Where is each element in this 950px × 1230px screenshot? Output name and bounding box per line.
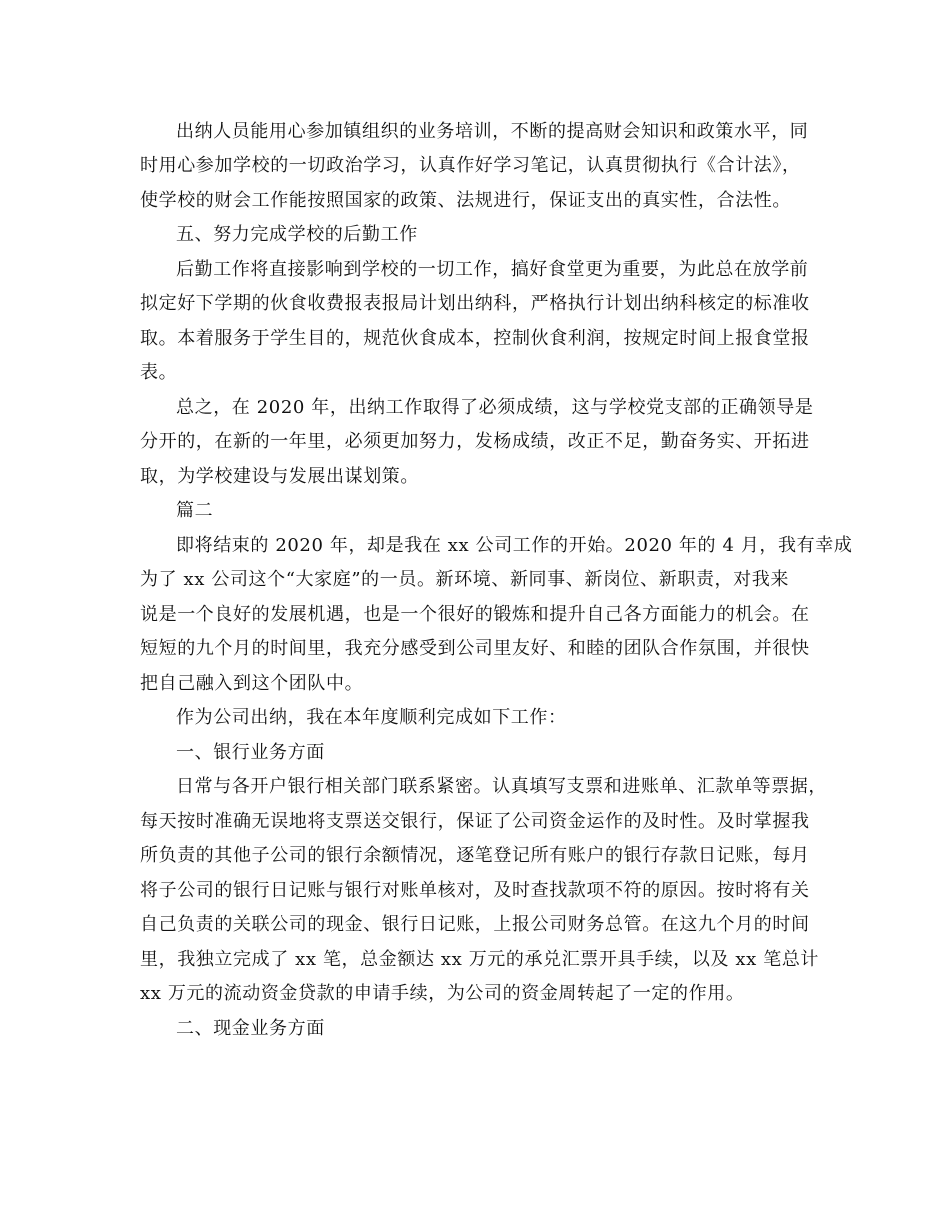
paragraph-line: 取，为学校建设与发展出谋划策。 bbox=[140, 466, 419, 487]
paragraph-line: 日常与各开户银行相关部门联系紧密。认真填写支票和进账单、汇款单等票据， bbox=[176, 776, 827, 797]
paragraph-line: 总之，在 2020 年，出纳工作取得了必须成绩，这与学校党支部的正确领导是 bbox=[176, 397, 814, 418]
section-heading: 篇二 bbox=[176, 500, 214, 521]
paragraph-line: 说是一个良好的发展机遇，也是一个很好的锻炼和提升自己各方面能力的机会。在 bbox=[140, 604, 810, 625]
paragraph-line: 自己负责的关联公司的现金、银行日记账，上报公司财务总管。在这九个月的时间 bbox=[140, 914, 810, 935]
paragraph-line: 短短的九个月的时间里，我充分感受到公司里友好、和睦的团队合作氛围，并很快 bbox=[140, 638, 810, 659]
paragraph-line: 作为公司出纳，我在本年度顺利完成如下工作： bbox=[176, 707, 567, 728]
paragraph-line: 拟定好下学期的伙食收费报表报局计划出纳科，严格执行计划出纳科核定的标准收 bbox=[140, 293, 810, 314]
paragraph-line: 把自己融入到这个团队中。 bbox=[140, 673, 364, 694]
paragraph-line: 所负责的其他子公司的银行余额情况，逐笔登记所有账户的银行存款日记账，每月 bbox=[140, 845, 810, 866]
paragraph-line: 每天按时准确无误地将支票送交银行，保证了公司资金运作的及时性。及时掌握我 bbox=[140, 811, 810, 832]
paragraph-line: 里，我独立完成了 xx 笔，总金额达 xx 万元的承兑汇票开具手续，以及 xx 笔总计 bbox=[140, 949, 820, 970]
paragraph-line: 取。本着服务于学生目的，规范伙食成本，控制伙食利润，按规定时间上报食堂报 bbox=[140, 328, 810, 349]
section-heading: 二、现金业务方面 bbox=[176, 1018, 325, 1039]
paragraph-line: 出纳人员能用心参加镇组织的业务培训，不断的提高财会知识和政策水平，同 bbox=[176, 121, 809, 142]
paragraph-line: 后勤工作将直接影响到学校的一切工作，搞好食堂更为重要，为此总在放学前 bbox=[176, 259, 809, 280]
paragraph-line: 分开的，在新的一年里，必须更加努力，发杨成绩，改正不足，勤奋务实、开拓进 bbox=[140, 431, 810, 452]
section-heading: 五、努力完成学校的后勤工作 bbox=[176, 224, 418, 245]
paragraph-line: 时用心参加学校的一切政治学习，认真作好学习笔记，认真贯彻执行《合计法》， bbox=[140, 155, 801, 176]
paragraph-line: xx 万元的流动资金贷款的申请手续，为公司的资金周转起了一定的作用。 bbox=[140, 983, 745, 1004]
section-heading: 一、银行业务方面 bbox=[176, 742, 325, 763]
paragraph-line: 表。 bbox=[140, 362, 178, 383]
paragraph-line: 使学校的财会工作能按照国家的政策、法规进行，保证支出的真实性，合法性。 bbox=[140, 190, 791, 211]
paragraph-line: 即将结束的 2020 年，却是我在 xx 公司工作的开始。2020 年的 4 月，我有幸成 bbox=[176, 535, 853, 556]
paragraph-line: 将子公司的银行日记账与银行对账单核对，及时查找款项不符的原因。按时将有关 bbox=[140, 880, 810, 901]
paragraph-line: 为了 xx 公司这个“大家庭”的一员。新环境、新同事、新岗位、新职责，对我来 bbox=[140, 569, 789, 590]
